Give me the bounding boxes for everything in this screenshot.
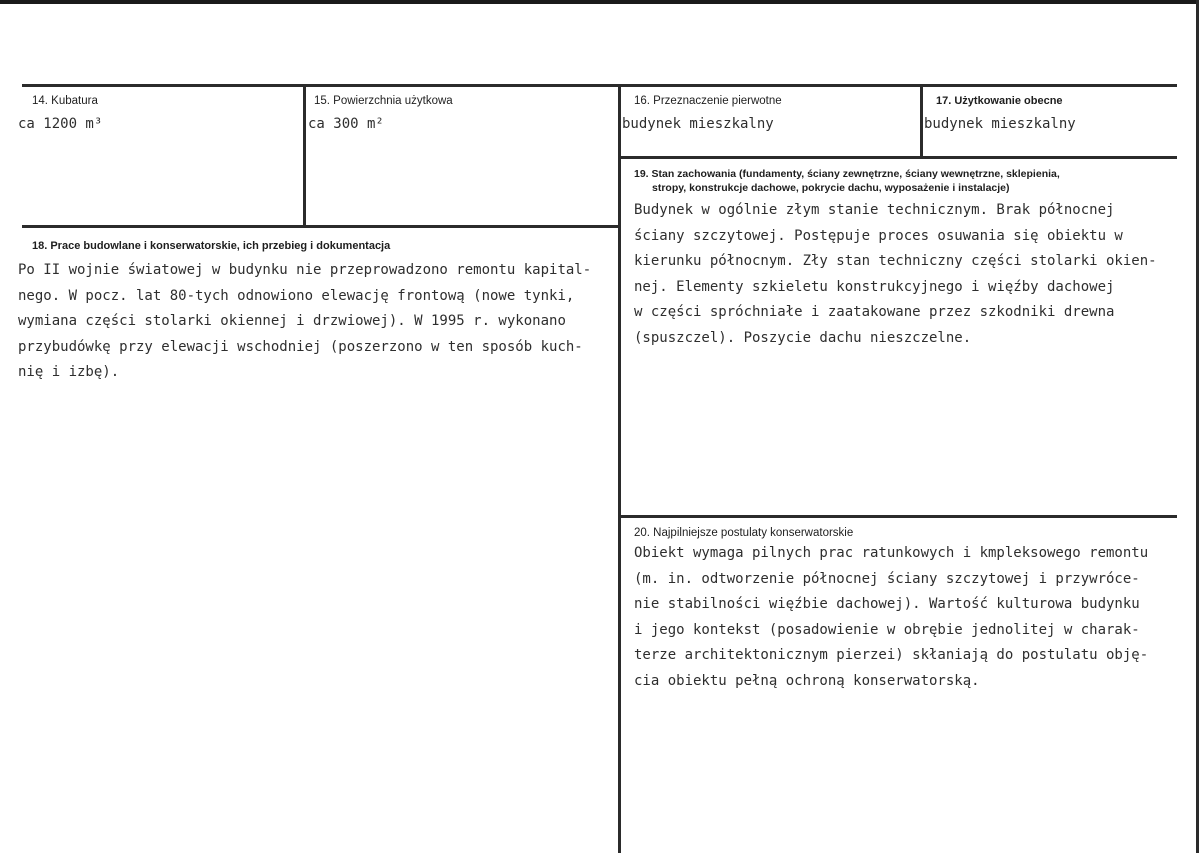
field-14-label: 14. Kubatura [32,95,98,107]
field-20-line: nie stabilności więźbie dachowej). Wartość kulturowa budynku [634,596,1140,612]
field-20-line: (m. in. odtworzenie północnej ściany szczytowej i przywróce- [634,570,1140,587]
top-border [0,0,1199,4]
field-19-line: ściany szczytowej. Postępuje proces osuwania się obiektu w [634,227,1123,244]
field-18-line: wymiana części stolarki okiennej i drzwiowej). W 1995 r. wykonano [18,313,566,329]
field-19-label-line1: 19. Stan zachowania (fundamenty, ściany zewnętrzne, ściany wewnętrzne, sklepienia, [634,168,1060,180]
field-19-text [634,198,1157,351]
field-19-line: Budynek w ogólnie złym stanie technicznym. Brak północnej [634,202,1115,218]
rule-right-section-2 [620,515,1177,518]
divider-center [618,85,621,853]
rule-left-section-1 [22,225,620,228]
divider-14-15 [303,85,306,227]
field-18-line: Po II wojnie światowej w budynku nie przeprowadzono remontu kapital- [18,262,592,278]
field-15-value: ca 300 m² [308,116,384,132]
field-18-text [18,258,591,386]
field-19-line: w części spróchniałe i zaatakowane przez szkodniki drewna [634,304,1115,320]
field-20-line: Obiekt wymaga pilnych prac ratunkowych i kmpleksowego remontu [634,545,1149,561]
divider-16-17 [920,85,923,157]
field-19-line: nej. Elementy szkieletu konstrukcyjnego i więźby dachowej [634,278,1115,295]
field-14-value: ca 1200 m³ [18,116,103,132]
field-17-label: 17. Użytkowanie obecne [936,95,1063,107]
field-16-label: 16. Przeznaczenie pierwotne [634,95,782,107]
field-19-line: kierunku północnym. Zły stan techniczny części stolarki okien- [634,253,1157,269]
row-top-rule [22,84,1177,87]
field-19-line: (spuszczel). Poszycie dachu nieszczelne. [634,329,972,346]
field-20-text [634,541,1148,694]
rule-right-section-1 [620,156,1177,159]
field-18-label: 18. Prace budowlane i konserwatorskie, ich przebieg i dokumentacja [32,240,391,252]
field-20-line: cia obiektu pełną ochroną konserwatorską. [634,672,980,689]
field-18-line: przybudówkę przy elewacji wschodniej (poszerzono w ten sposób kuch- [18,338,583,355]
field-20-line: i jego kontekst (posadowienie w obrębie jednolitej w charak- [634,621,1140,638]
field-20-line: terze architektonicznym pierzei) skłaniają do postulatu obję- [634,647,1149,663]
field-20-label: 20. Najpilniejsze postulaty konserwatorskie [634,527,854,539]
field-16-value: budynek mieszkalny [622,116,774,132]
field-15-label: 15. Powierzchnia użytkowa [314,95,453,107]
field-17-value: budynek mieszkalny [924,116,1076,132]
field-18-line: nię i izbę). [18,364,120,380]
field-18-line: nego. W pocz. lat 80-tych odnowiono elewację frontową (nowe tynki, [18,287,575,304]
field-19-label-line2: stropy, konstrukcje dachowe, pokrycie dachu, wyposażenie i instalacje) [652,182,1010,194]
